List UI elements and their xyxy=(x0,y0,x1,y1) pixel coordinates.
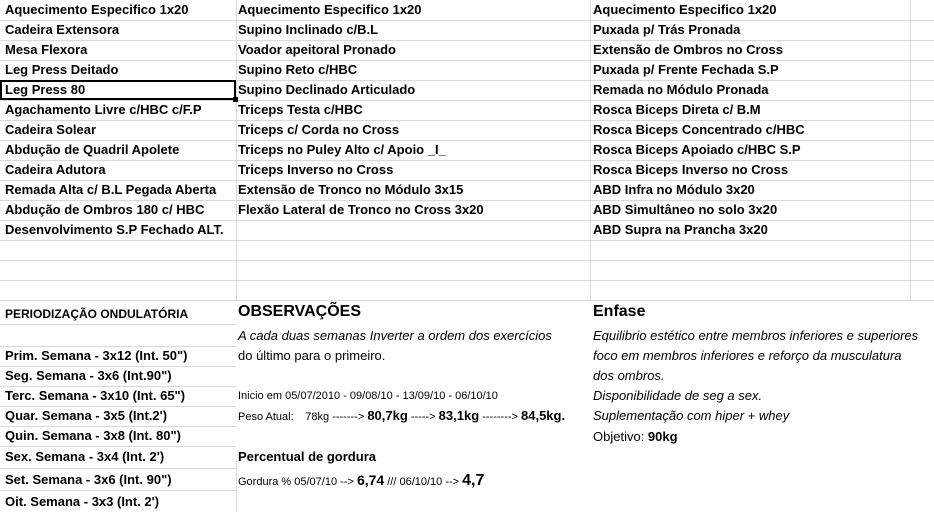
enfase-text[interactable]: Disponibilidade de seg a sex. xyxy=(593,388,763,403)
exercise-cell[interactable]: Triceps Testa c/HBC xyxy=(238,102,363,117)
week-cell[interactable]: Quin. Semana - 3x8 (Int. 80") xyxy=(5,428,181,443)
grid-line xyxy=(0,300,934,301)
exercise-cell[interactable]: Leg Press Deitado xyxy=(5,62,119,77)
exercise-cell-selected[interactable]: Leg Press 80 xyxy=(5,82,86,97)
grid-line xyxy=(910,0,911,300)
exercise-cell[interactable]: Aquecimento Especifico 1x20 xyxy=(238,2,422,17)
exercise-cell[interactable]: Supino Declinado Articulado xyxy=(238,82,416,97)
exercise-cell[interactable]: Rosca Biceps Apoiado c/HBC S.P xyxy=(593,142,801,157)
exercise-cell[interactable]: Puxada p/ Trás Pronada xyxy=(593,22,741,37)
grid-line xyxy=(236,460,237,512)
grid-line xyxy=(0,240,934,241)
exercise-cell[interactable]: Triceps Inverso no Cross xyxy=(238,162,394,177)
week-cell[interactable]: Oit. Semana - 3x3 (Int. 2') xyxy=(5,494,160,509)
grid-line xyxy=(0,280,934,281)
exercise-cell[interactable]: ABD Infra no Módulo 3x20 xyxy=(593,182,755,197)
exercise-cell[interactable]: Remada no Módulo Pronada xyxy=(593,82,769,97)
arrow-text: -------> xyxy=(329,411,368,423)
grid-line xyxy=(0,20,934,21)
grid-line xyxy=(236,0,237,300)
peso-cell[interactable] xyxy=(238,406,565,426)
grid-line xyxy=(0,260,934,261)
exercise-cell[interactable]: Abdução de Ombros 180 c/ HBC xyxy=(5,202,205,217)
enfase-text[interactable]: Equilibrio estético entre membros inferiores e superiores xyxy=(593,328,919,343)
exercise-cell[interactable]: Mesa Flexora xyxy=(5,42,88,57)
objetivo-label: Objetivo: xyxy=(593,429,648,444)
exercise-cell[interactable]: Remada Alta c/ B.L Pegada Aberta xyxy=(5,182,217,197)
observacoes-text[interactable]: A cada duas semanas Inverter a ordem dos exercícios xyxy=(238,328,552,343)
exercise-cell[interactable]: Rosca Biceps Concentrado c/HBC xyxy=(593,122,805,137)
week-cell[interactable]: Terc. Semana - 3x10 (Int. 65") xyxy=(5,388,186,403)
exercise-cell[interactable]: Supino Inclinado c/B.L xyxy=(238,22,379,37)
enfase-title[interactable]: Enfase xyxy=(593,303,646,320)
observacoes-title[interactable]: OBSERVAÇÕES xyxy=(238,303,361,320)
exercise-cell[interactable]: Abdução de Quadril Apolete xyxy=(5,142,180,157)
enfase-text[interactable]: dos ombros. xyxy=(593,368,665,383)
grid-line xyxy=(0,324,236,325)
active-cell-cursor[interactable] xyxy=(0,80,236,100)
week-cell[interactable]: Prim. Semana - 3x12 (Int. 50") xyxy=(5,348,188,363)
gordura-cell[interactable] xyxy=(238,470,484,490)
gordura-value: 6,74 xyxy=(356,472,385,488)
gordura-label: Gordura % 05/07/10 --> xyxy=(238,476,357,488)
exercise-cell[interactable]: Agachamento Livre c/HBC c/F.P xyxy=(5,102,202,117)
objetivo-cell[interactable] xyxy=(593,427,678,447)
peso-start: 78kg xyxy=(305,411,330,423)
observacoes-text[interactable]: do último para o primeiro. xyxy=(238,348,386,363)
grid-line xyxy=(0,468,236,469)
grid-line xyxy=(0,40,934,41)
exercise-cell[interactable]: Rosca Biceps Direta c/ B.M xyxy=(593,102,761,117)
peso-value: 83,1kg xyxy=(438,408,480,423)
exercise-cell[interactable]: Supino Reto c/HBC xyxy=(238,62,358,77)
objetivo-value: 90kg xyxy=(647,429,678,444)
exercise-cell[interactable]: Rosca Biceps Inverso no Cross xyxy=(593,162,789,177)
exercise-cell[interactable]: Puxada p/ Frente Fechada S.P xyxy=(593,62,779,77)
arrow-text: --------> xyxy=(479,411,521,423)
enfase-text[interactable]: foco em membros inferiores e reforço da musculatura xyxy=(593,348,902,363)
exercise-cell[interactable]: ABD Supra na Prancha 3x20 xyxy=(593,222,768,237)
week-cell[interactable]: Sex. Semana - 3x4 (Int. 2') xyxy=(5,449,165,464)
week-cell[interactable]: Quar. Semana - 3x5 (Int.2') xyxy=(5,408,168,423)
exercise-cell[interactable]: Cadeira Solear xyxy=(5,122,97,137)
exercise-cell[interactable]: Aquecimento Especifico 1x20 xyxy=(593,2,777,17)
peso-value: 84,5kg. xyxy=(521,408,566,423)
grid-line xyxy=(0,60,934,61)
week-cell[interactable]: Set. Semana - 3x6 (Int. 90") xyxy=(5,472,172,487)
arrow-text: -----> xyxy=(407,411,439,423)
gordura-mid: /// 06/10/10 --> xyxy=(384,476,463,488)
exercise-cell[interactable]: Extensão de Tronco no Módulo 3x15 xyxy=(238,182,464,197)
exercise-cell[interactable]: Desenvolvimento S.P Fechado ALT. xyxy=(5,222,224,237)
inicio-text[interactable]: Inicio em 05/07/2010 - 09/08/10 - 13/09/10 - 06/10/10 xyxy=(238,390,498,402)
grid-line xyxy=(590,0,591,300)
peso-value: 80,7kg xyxy=(367,408,408,423)
exercise-cell[interactable]: Extensão de Ombros no Cross xyxy=(593,42,783,57)
exercise-cell[interactable]: Cadeira Adutora xyxy=(5,162,106,177)
exercise-cell[interactable]: Voador apeitoral Pronado xyxy=(238,42,396,57)
gordura-title[interactable]: Percentual de gordura xyxy=(238,449,376,464)
exercise-cell[interactable]: Aquecimento Especifico 1x20 xyxy=(5,2,189,17)
week-cell[interactable]: Seg. Semana - 3x6 (Int.90") xyxy=(5,368,172,383)
grid-line xyxy=(0,490,236,491)
exercise-cell[interactable]: Flexão Lateral de Tronco no Cross 3x20 xyxy=(238,202,484,217)
exercise-cell[interactable]: Cadeira Extensora xyxy=(5,22,120,37)
periodizacao-title[interactable]: PERIODIZAÇÃO ONDULATÓRIA xyxy=(5,307,189,321)
peso-label: Peso Atual: xyxy=(238,411,294,423)
grid-line xyxy=(0,160,934,161)
exercise-cell[interactable]: Triceps no Puley Alto c/ Apoio _I_ xyxy=(238,142,446,157)
exercise-cell[interactable]: ABD Simultâneo no solo 3x20 xyxy=(593,202,778,217)
gordura-value: 4,7 xyxy=(462,472,485,489)
enfase-text[interactable]: Suplementação com hiper + whey xyxy=(593,408,790,423)
exercise-cell[interactable]: Triceps c/ Corda no Cross xyxy=(238,122,400,137)
